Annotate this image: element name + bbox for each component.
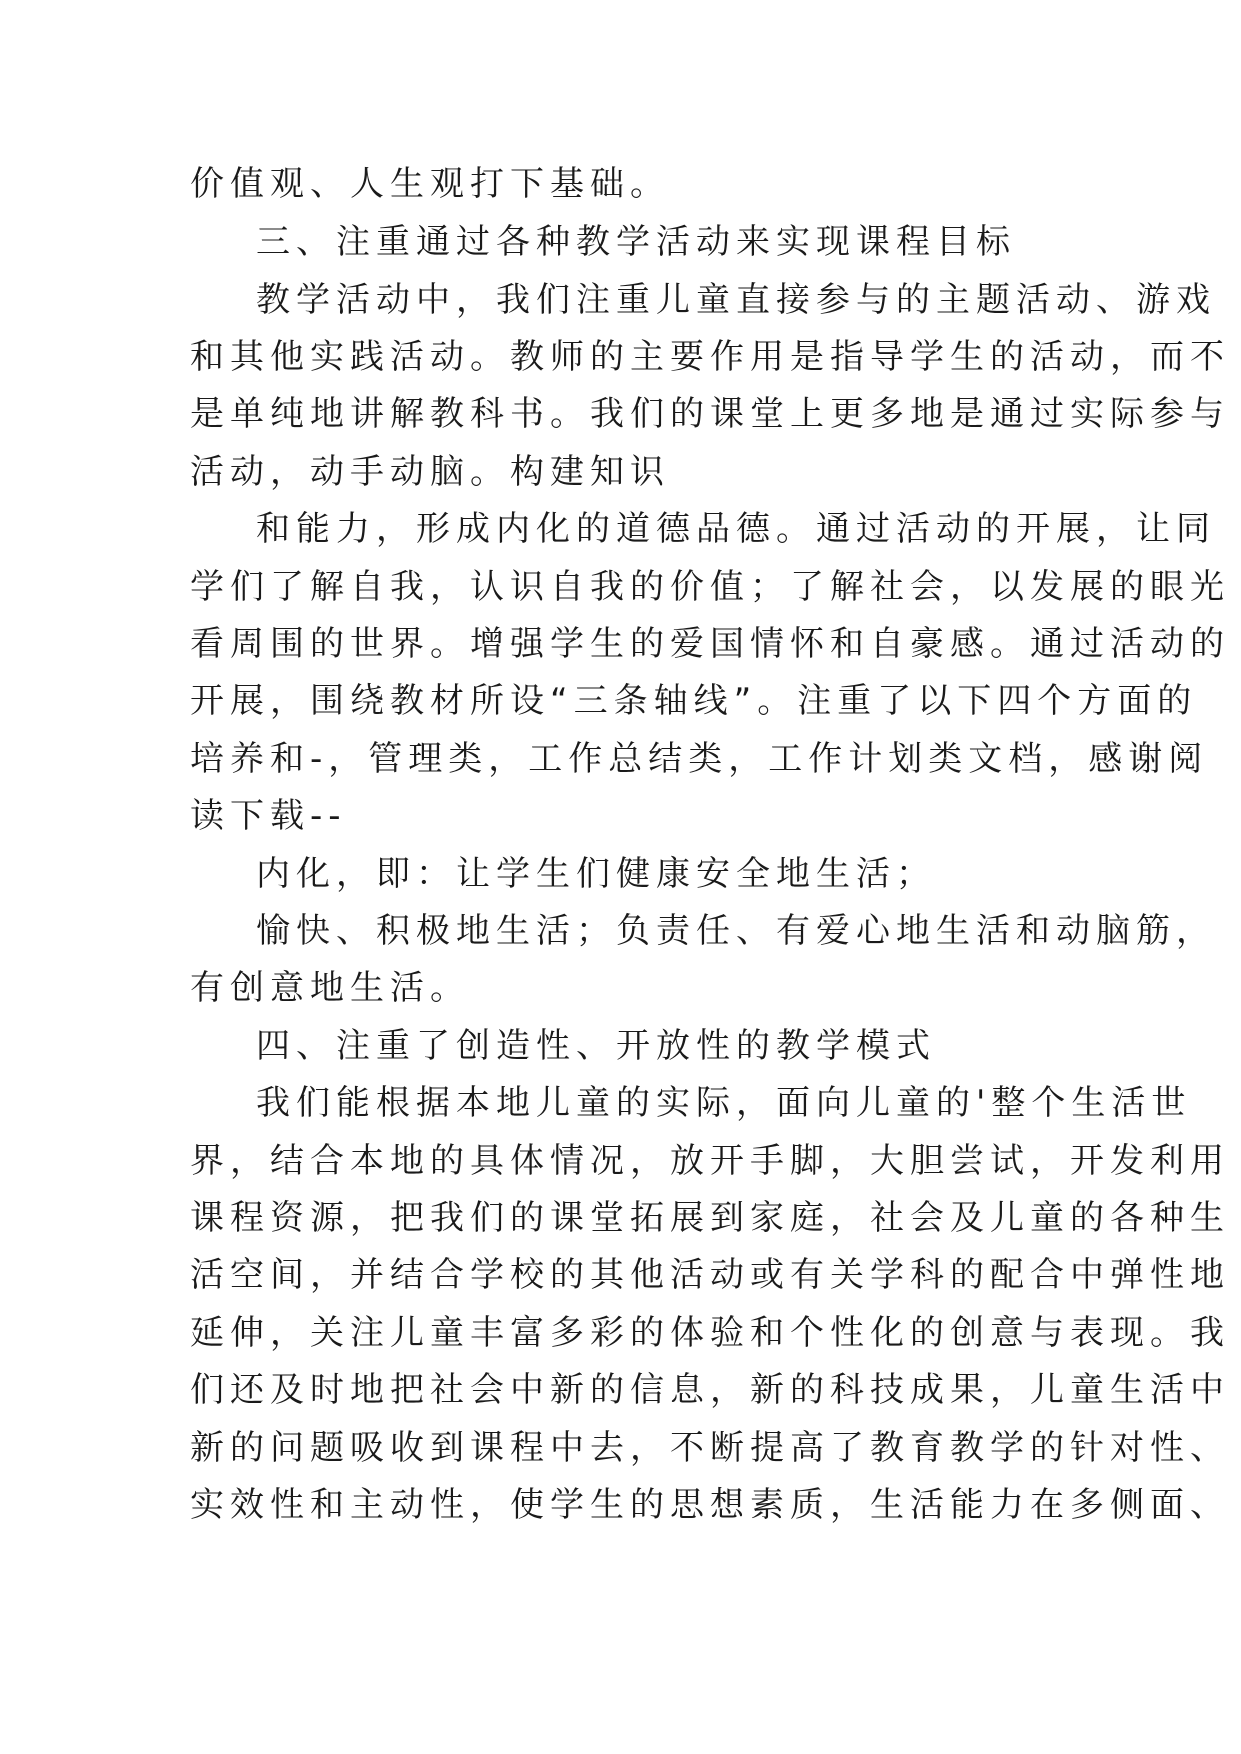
text-line: 内化，即：让学生们健康安全地生活； [256,854,936,894]
text-line: 界，结合本地的具体情况，放开手脚，大胆尝试，开发利用 [190,1141,1230,1181]
text-line: 愉快、积极地生活；负责任、有爱心地生活和动脑筋， [256,911,1216,951]
section-heading: 三、注重通过各种教学活动来实现课程目标 [256,222,1016,262]
text-line: 学们了解自我，认识自我的价值；了解社会，以发展的眼光 [190,567,1230,607]
text-line: 新的问题吸收到课程中去，不断提高了教育教学的针对性、 [190,1428,1230,1468]
text-line: 活空间，并结合学校的其他活动或有关学科的配合中弹性地 [190,1255,1230,1295]
text-line: 看周围的世界。增强学生的爱国情怀和自豪感。通过活动的 [190,624,1230,664]
text-line: 延伸，关注儿童丰富多彩的体验和个性化的创意与表现。我 [190,1313,1230,1353]
text-line: 们还及时地把社会中新的信息，新的科技成果，儿童生活中 [190,1370,1230,1410]
section-heading: 四、注重了创造性、开放性的教学模式 [256,1026,936,1066]
text-line: 培养和-，管理类，工作总结类，工作计划类文档，感谢阅 [190,739,1209,779]
text-line: 我们能根据本地儿童的实际，面向儿童的'整个生活世 [256,1083,1192,1123]
text-line: 课程资源，把我们的课堂拓展到家庭，社会及儿童的各种生 [190,1198,1230,1238]
text-line: 和能力，形成内化的道德品德。通过活动的开展，让同 [256,509,1216,549]
text-line: 开展，围绕教材所设“三条轴线”。注重了以下四个方面的 [190,681,1198,721]
text-line: 活动，动手动脑。构建知识 [190,452,670,492]
text-line: 有创意地生活。 [190,968,470,1008]
text-line: 是单纯地讲解教科书。我们的课堂上更多地是通过实际参与 [190,394,1230,434]
text-line: 读下载-- [190,796,347,836]
text-line: 教学活动中，我们注重儿童直接参与的主题活动、游戏 [256,280,1216,320]
text-line: 价值观、人生观打下基础。 [190,164,670,204]
text-line: 实效性和主动性，使学生的思想素质，生活能力在多侧面、 [190,1485,1230,1525]
text-line: 和其他实践活动。教师的主要作用是指导学生的活动，而不 [190,337,1230,377]
